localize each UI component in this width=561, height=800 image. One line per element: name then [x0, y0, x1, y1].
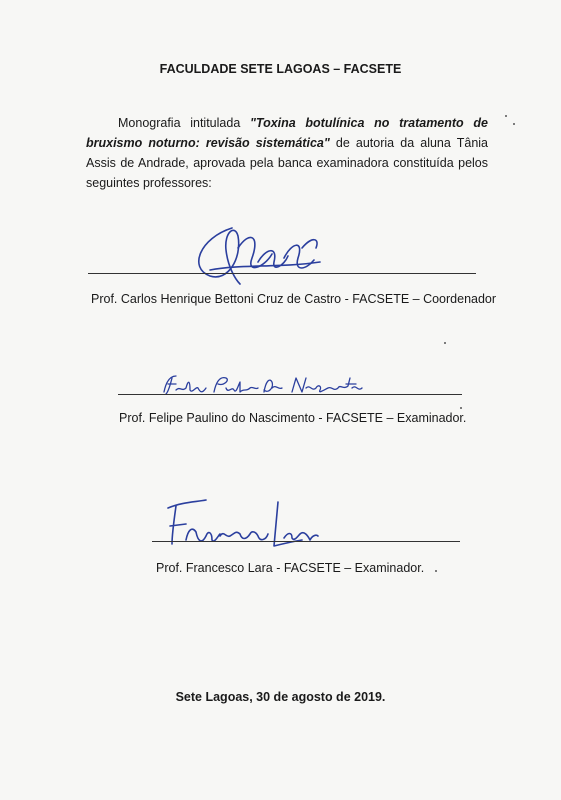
signature-1-handwriting: [180, 218, 330, 293]
paragraph-tail: de autoria da aluna Tânia Assis de Andrade, aprovada pela banca examinadora constituída pelos seguintes professores:: [86, 135, 488, 190]
signatory-1-caption: Prof. Carlos Henrique Bettoni Cruz de Castro - FACSETE – Coordenador: [91, 292, 497, 306]
institution-header: FACULDADE SETE LAGOAS – FACSETE: [159, 62, 402, 76]
thesis-title: "Toxina botulínica no tratamento de bruxismo noturno: revisão sistemática": [86, 115, 488, 150]
signatory-3-caption: Prof. Francesco Lara - FACSETE – Examinador.: [156, 561, 425, 575]
approval-paragraph: [86, 113, 488, 193]
scan-speck: [505, 115, 507, 117]
paragraph-lead: Monografia intitulada: [118, 115, 250, 130]
place-and-date: Sete Lagoas, 30 de agosto de 2019.: [175, 690, 386, 704]
scan-speck: [460, 407, 462, 409]
signature-3-handwriting: [162, 496, 322, 556]
signature-2-line: [118, 394, 462, 395]
signature-3-line: [152, 541, 460, 542]
signatory-2-caption: Prof. Felipe Paulino do Nascimento - FACSETE – Examinador.: [119, 411, 467, 425]
scan-speck: [444, 342, 446, 344]
signature-1-line: [88, 273, 476, 274]
scan-speck: [513, 123, 515, 125]
scan-speck: [435, 570, 437, 572]
